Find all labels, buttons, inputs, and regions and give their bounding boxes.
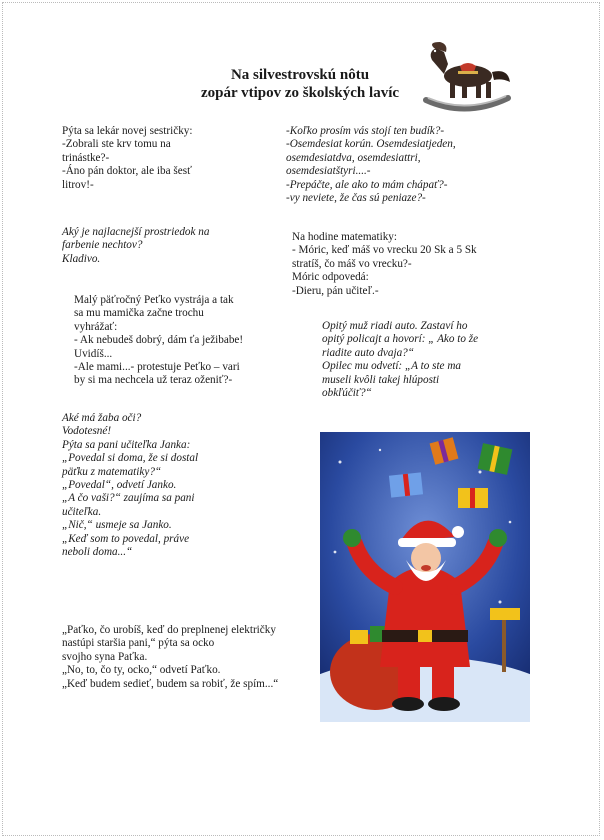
- joke-frog-janko: Aké má žaba oči? Vodotesné! Pýta sa pani učiteľka Janka: „Povedal si doma, že si dostal päťku z matematiky?“ „Povedal“, odvetí Janko. „A čo vaši?“ zaujíma sa pani učiteľka. „Nič,“ usmeje sa Janko. „Keď som to povedal, práve neboli doma...“: [62, 412, 199, 559]
- joke-doctor-nurse: Pýta sa lekár novej sestričky: -Zobrali ste krv tomu na trinástke?- -Áno pán doktor, ale iba šesť litrov!-: [62, 125, 193, 191]
- joke-petko: Malý päťročný Peťko vystrája a tak sa mu mamička začne trochu vyhrážať: - Ak nebudeš dobrý, dám ťa ježibabe! Uvidíš... -Ale mami...- protestuje Peťko – vari by si ma nechcela už teraz oženiť?-: [74, 294, 244, 387]
- rocking-horse-icon: [418, 38, 514, 114]
- joke-moric-math: Na hodine matematiky: - Móric, keď máš vo vrecku 20 Sk a 5 Sk stratíš, čo máš vo vrecku?- Móric odpovedá: -Dieru, pán učiteľ.-: [292, 231, 477, 297]
- joke-alarm-clock: -Koľko prosím vás stojí ten budík?- -Osemdesiat korún. Osemdesiatjeden, osemdesiatdva, osemdesiattri, osemdesiatštyri....- -Prepáčte, ale ako to mám chápať?- -vy neviete, že čas sú peniaze?-: [286, 125, 456, 205]
- page-title: [170, 66, 430, 102]
- santa-claus-illustration: [320, 432, 530, 722]
- joke-nail-polish: Aký je najlacnejší prostriedok na farbenie nechtov? Kladivo.: [62, 226, 210, 265]
- gift-yellow-icon: [458, 488, 488, 508]
- gift-blue-icon: [389, 472, 423, 497]
- joke-patko-tram: „Paťko, čo urobíš, keď do preplnenej električky nastúpi staršia pani,“ pýta sa ocko svojho syna Paťka. „No, to, čo ty, ocko,“ odvetí Paťko. „Keď budem sedieť, budem sa robiť, že spím...“: [62, 624, 279, 690]
- title-line-2: zopár vtipov zo školských lavíc: [200, 85, 400, 101]
- title-line-1: Na silvestrovskú nôtu: [230, 67, 370, 83]
- joke-drunk-driver: Opitý muž riadi auto. Zastaví ho opitý policajt a hovorí: „ Ako to že riadite auto dvaja?“ Opilec mu odvetí: „A to ste ma museli kvôli takej hlúposti obkľúčiť?“: [322, 320, 479, 400]
